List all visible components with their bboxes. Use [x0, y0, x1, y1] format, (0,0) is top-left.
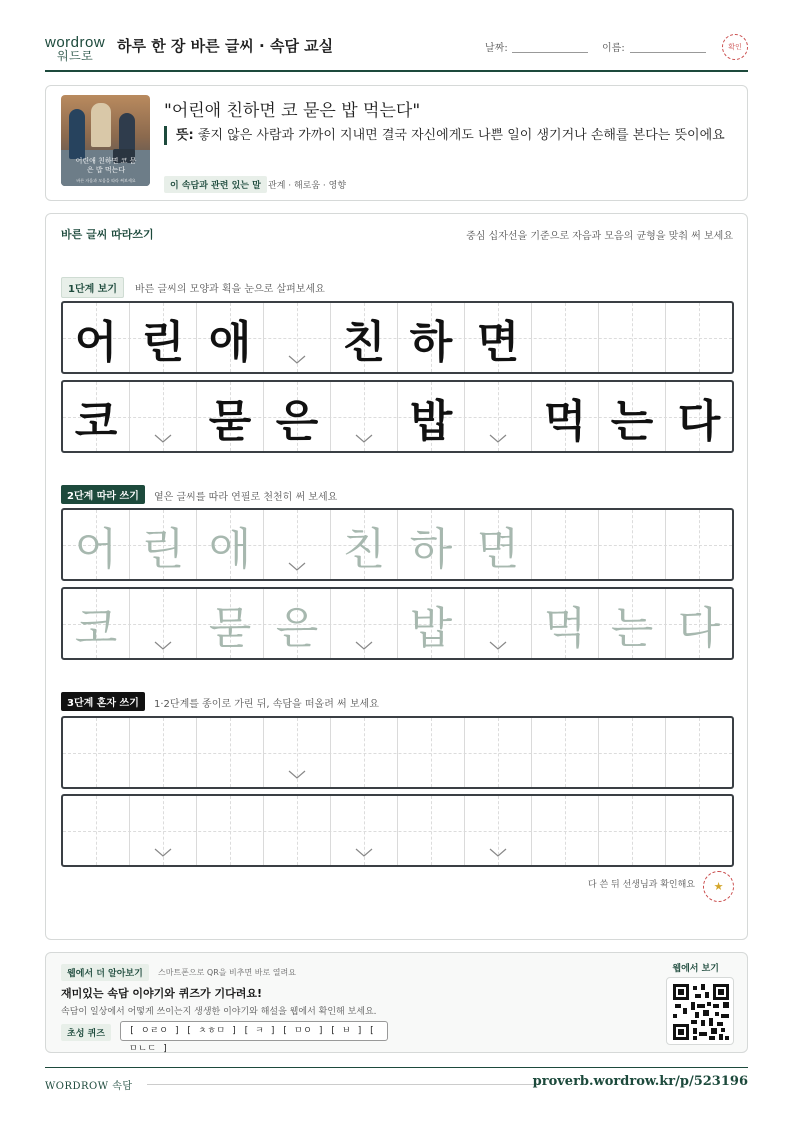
page-title: 하루 한 장 바른 글씨 · 속담 교실 [117, 37, 334, 55]
grid-cell[interactable] [130, 382, 197, 451]
space-mark-icon [154, 641, 172, 651]
grid-cell[interactable] [532, 718, 599, 787]
practice-glyph: 먹 [543, 602, 587, 654]
practice-glyph: 묻 [208, 602, 252, 654]
date-label: 날짜: [485, 43, 508, 54]
grid-cell[interactable] [197, 718, 264, 787]
grid-cell[interactable] [264, 303, 331, 372]
space-mark-icon [154, 434, 172, 444]
practice-glyph: 하 [409, 316, 453, 368]
practice-glyph: 애 [208, 523, 252, 575]
meaning-text: 좋지 않은 사람과 가까이 지내면 결국 자신에게도 나쁜 일이 생기거나 손해를 본다는 뜻이에요 [197, 128, 725, 143]
grid-cell[interactable] [264, 382, 331, 451]
grid-cell[interactable] [532, 382, 599, 451]
grid-cell[interactable] [63, 303, 130, 372]
step1-line1-row[interactable] [61, 301, 734, 374]
grid-cell[interactable] [264, 510, 331, 579]
grid-cell[interactable] [63, 510, 130, 579]
practice-glyph: 린 [141, 523, 185, 575]
practice-glyph: 어 [74, 316, 118, 368]
grid-cell[interactable] [599, 382, 666, 451]
practice-glyph: 밥 [409, 395, 453, 447]
space-mark-icon [154, 848, 172, 858]
space-mark-icon [288, 770, 306, 780]
space-mark-icon [288, 562, 306, 572]
step2-note: 옅은 글씨를 따라 연필로 천천히 써 보세요 [154, 492, 338, 503]
grid-cell[interactable] [532, 589, 599, 658]
proverb-illustration [61, 95, 150, 186]
grid-cell[interactable] [130, 718, 197, 787]
web-card [45, 952, 748, 1053]
practice-glyph: 어 [74, 523, 118, 575]
qr-code-icon [673, 984, 729, 1040]
grid-cell[interactable] [264, 589, 331, 658]
practice-glyph: 하 [409, 523, 453, 575]
practice-glyph: 밥 [409, 602, 453, 654]
grid-cell[interactable] [264, 796, 331, 865]
proverb-meaning [164, 126, 728, 145]
illustration-caption: 어린애 친하면 코 묻은 밥 먹는다 [75, 157, 137, 174]
step3-note: 1·2단계를 종이로 가린 뒤, 속담을 떠올려 써 보세요 [154, 699, 379, 710]
grid-cell[interactable] [130, 589, 197, 658]
practice-glyph: 코 [74, 395, 118, 447]
grid-cell[interactable] [331, 718, 398, 787]
practice-glyph: 면 [476, 316, 520, 368]
grid-cell[interactable] [130, 303, 197, 372]
grid-cell[interactable] [532, 796, 599, 865]
practice-glyph: 다 [677, 395, 721, 447]
space-mark-icon [288, 355, 306, 365]
chosung-quiz: [ ㅇㄹㅇ ] [ ㅊㅎㅁ ] [ ㅋ ] [ ㅁㅇ ] [ ㅂ ] [ ㅁㄴㄷ ] [120, 1021, 388, 1041]
footer-url[interactable]: proverb.wordrow.kr/p/523196 [532, 1074, 748, 1089]
web-note: 속담이 일상에서 어떻게 쓰이는지 생생한 이야기와 해설을 웹에서 확인해 보세요. [61, 1007, 377, 1017]
step3-line1-row[interactable] [61, 716, 734, 789]
grid-cell[interactable] [197, 382, 264, 451]
related-words-badge: 이 속담과 관련 있는 말 [164, 176, 267, 193]
grid-cell[interactable] [63, 796, 130, 865]
grid-cell[interactable] [331, 589, 398, 658]
logo-subtext: 워드로 [57, 49, 94, 63]
practice-card [45, 213, 748, 940]
step1-badge: 1단계 보기 [61, 277, 124, 298]
grid-cell[interactable] [465, 382, 532, 451]
grid-cell[interactable] [398, 382, 465, 451]
practice-glyph: 는 [610, 602, 654, 654]
header-seal-icon: 확인 [722, 34, 748, 60]
grid-cell[interactable] [398, 796, 465, 865]
grid-cell[interactable] [331, 303, 398, 372]
grid-cell[interactable] [331, 510, 398, 579]
grid-cell[interactable] [398, 510, 465, 579]
grid-cell[interactable] [398, 589, 465, 658]
practice-glyph: 면 [476, 523, 520, 575]
logo [45, 34, 106, 63]
grid-cell[interactable] [599, 510, 666, 579]
name-label: 이름: [602, 43, 625, 54]
grid-cell[interactable] [130, 796, 197, 865]
space-mark-icon [489, 641, 507, 651]
web-title: 재미있는 속담 이야기와 퀴즈가 기다려요! [61, 987, 262, 1000]
grid-cell[interactable] [398, 303, 465, 372]
proverb-card [45, 85, 748, 201]
footer-divider [147, 1084, 539, 1085]
name-field[interactable] [630, 52, 706, 53]
step1-line2-row[interactable] [61, 380, 734, 453]
logo-text: wordrow [45, 34, 106, 51]
grid-cell[interactable] [465, 303, 532, 372]
grid-cell[interactable] [532, 510, 599, 579]
practice-title: 바른 글씨 따라쓰기 [61, 228, 154, 241]
practice-note: 중심 십자선을 기준으로 자음과 모음의 균형을 맞춰 써 보세요 [466, 231, 733, 242]
check-note: 다 쓴 뒤 선생님과 확인해요 [587, 880, 695, 890]
grid-cell[interactable] [666, 510, 733, 579]
practice-glyph: 코 [74, 602, 118, 654]
grid-cell[interactable] [63, 718, 130, 787]
grid-cell[interactable] [599, 303, 666, 372]
space-mark-icon [489, 848, 507, 858]
practice-glyph: 먹 [543, 395, 587, 447]
grid-cell[interactable] [599, 796, 666, 865]
space-mark-icon [355, 434, 373, 444]
teacher-check-seal-icon: ★ [703, 871, 734, 902]
practice-glyph: 은 [275, 395, 319, 447]
practice-glyph: 은 [275, 602, 319, 654]
illustration-subcaption: 바른 자음과 모음을 따라 써보세요 [76, 178, 136, 183]
practice-glyph: 다 [677, 602, 721, 654]
web-badge-note: 스마트폰으로 QR을 비추면 바로 열려요 [158, 968, 296, 977]
grid-cell[interactable] [197, 303, 264, 372]
step3-line2-row[interactable] [61, 794, 734, 867]
grid-cell[interactable] [666, 589, 733, 658]
practice-glyph: 는 [610, 395, 654, 447]
step2-line1-row[interactable] [61, 508, 734, 581]
grid-cell[interactable] [264, 718, 331, 787]
footer-rule [45, 1067, 748, 1068]
date-field[interactable] [512, 52, 588, 53]
grid-cell[interactable] [398, 718, 465, 787]
grid-cell[interactable] [197, 510, 264, 579]
practice-glyph: 린 [141, 316, 185, 368]
grid-cell[interactable] [532, 303, 599, 372]
quiz-badge: 초성 퀴즈 [61, 1024, 111, 1041]
grid-cell[interactable] [331, 796, 398, 865]
grid-cell[interactable] [197, 796, 264, 865]
qr-label: 웹에서 보기 [672, 964, 719, 974]
grid-cell[interactable] [465, 718, 532, 787]
related-words: 관계 · 해로움 · 영향 [268, 181, 347, 191]
grid-cell[interactable] [465, 796, 532, 865]
proverb-title: "어린애 친하면 코 묻은 밥 먹는다" [164, 101, 421, 121]
grid-cell[interactable] [666, 796, 733, 865]
web-badge: 웹에서 더 알아보기 [61, 964, 149, 981]
practice-glyph: 친 [342, 523, 386, 575]
grid-cell[interactable] [465, 510, 532, 579]
step2-line2-row[interactable] [61, 587, 734, 660]
space-mark-icon [489, 434, 507, 444]
qr-code[interactable] [666, 977, 734, 1045]
space-mark-icon [355, 848, 373, 858]
space-mark-icon [355, 641, 373, 651]
grid-cell[interactable] [666, 718, 733, 787]
grid-cell[interactable] [197, 589, 264, 658]
page-header [45, 30, 748, 72]
grid-cell[interactable] [666, 382, 733, 451]
grid-cell[interactable] [63, 589, 130, 658]
grid-cell[interactable] [331, 382, 398, 451]
step3-badge: 3단계 혼자 쓰기 [61, 692, 145, 711]
practice-glyph: 묻 [208, 395, 252, 447]
grid-cell[interactable] [599, 718, 666, 787]
grid-cell[interactable] [666, 303, 733, 372]
practice-glyph: 애 [208, 316, 252, 368]
meaning-label: 뜻: [176, 128, 194, 143]
grid-cell[interactable] [465, 589, 532, 658]
step2-badge: 2단계 따라 쓰기 [61, 485, 145, 504]
step1-note: 바른 글씨의 모양과 획을 눈으로 살펴보세요 [135, 284, 325, 295]
footer-brand: WORDROW 속담 [45, 1081, 133, 1092]
grid-cell[interactable] [63, 382, 130, 451]
practice-glyph: 친 [342, 316, 386, 368]
grid-cell[interactable] [599, 589, 666, 658]
grid-cell[interactable] [130, 510, 197, 579]
